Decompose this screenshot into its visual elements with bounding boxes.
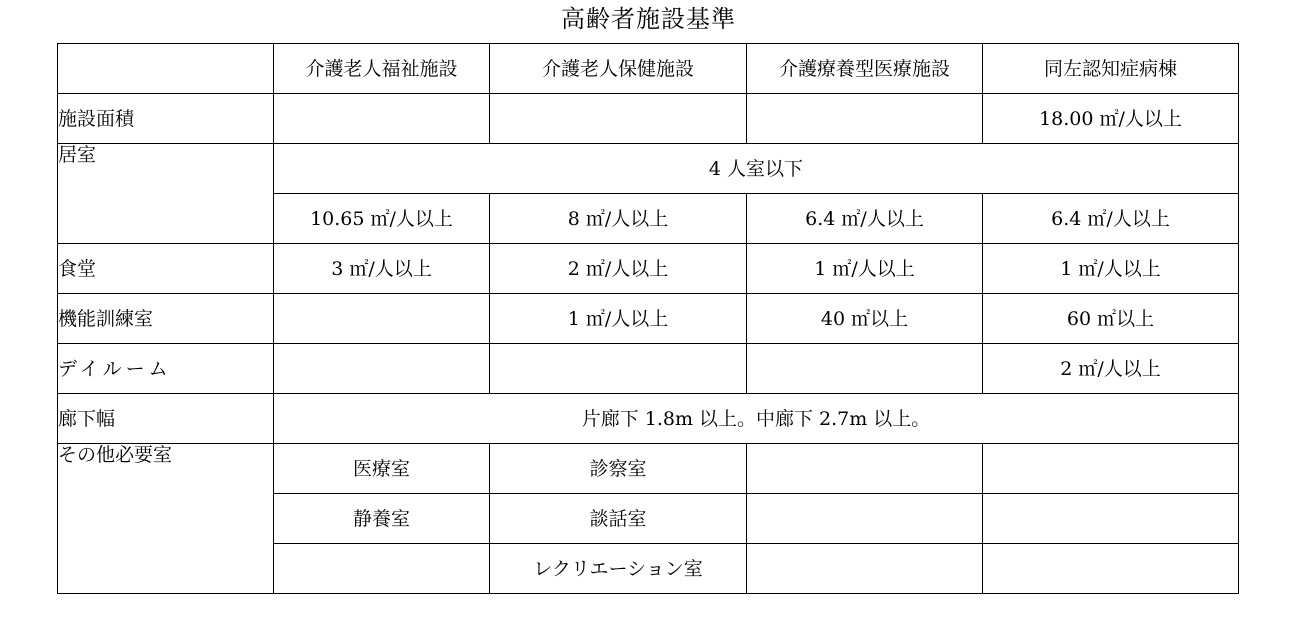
table-row xyxy=(58,94,1239,144)
table-cell xyxy=(747,344,983,394)
table-cell xyxy=(490,94,747,144)
table-cell: 40 ㎡以上 xyxy=(747,294,983,344)
table-cell: 6.4 ㎡/人以上 xyxy=(747,194,983,244)
table-cell: 60 ㎡以上 xyxy=(983,294,1239,344)
table-cell xyxy=(274,294,490,344)
column-header: 介護老人福祉施設 xyxy=(274,44,490,94)
table-cell: 2 ㎡/人以上 xyxy=(983,344,1239,394)
table-cell xyxy=(274,94,490,144)
row-label: 食堂 xyxy=(58,244,274,294)
table-cell xyxy=(983,494,1239,544)
table-cell xyxy=(274,344,490,394)
column-header: 介護老人保健施設 xyxy=(490,44,747,94)
table-cell: 6.4 ㎡/人以上 xyxy=(983,194,1239,244)
table-cell xyxy=(490,344,747,394)
table-cell-span: 4 人室以下 xyxy=(274,144,1239,194)
table-cell: 1 ㎡/人以上 xyxy=(747,244,983,294)
table-row xyxy=(58,294,1239,344)
table-cell xyxy=(747,494,983,544)
table-row xyxy=(58,444,1239,494)
table-row xyxy=(58,344,1239,394)
table-row xyxy=(58,144,1239,194)
table-cell: 医療室 xyxy=(274,444,490,494)
table-cell: 10.65 ㎡/人以上 xyxy=(274,194,490,244)
header-empty-cell xyxy=(58,44,274,94)
table-row xyxy=(58,244,1239,294)
table-cell: 1 ㎡/人以上 xyxy=(983,244,1239,294)
table-cell xyxy=(983,544,1239,594)
table-cell: レクリエーション室 xyxy=(490,544,747,594)
table-cell: 18.00 ㎡/人以上 xyxy=(983,94,1239,144)
row-label: 廊下幅 xyxy=(58,394,274,444)
table-header-row xyxy=(58,44,1239,94)
table-cell xyxy=(747,444,983,494)
table-cell: 談話室 xyxy=(490,494,747,544)
table-cell: 診察室 xyxy=(490,444,747,494)
row-label: デイルーム xyxy=(58,344,274,394)
table-cell: 静養室 xyxy=(274,494,490,544)
table-cell: 1 ㎡/人以上 xyxy=(490,294,747,344)
column-header: 介護療養型医療施設 xyxy=(747,44,983,94)
table-cell xyxy=(747,544,983,594)
table-cell xyxy=(983,444,1239,494)
row-label: 居室 xyxy=(58,144,274,244)
column-header: 同左認知症病棟 xyxy=(983,44,1239,94)
table-cell: 2 ㎡/人以上 xyxy=(490,244,747,294)
table-cell xyxy=(274,544,490,594)
facility-standards-table xyxy=(57,43,1239,594)
table-cell: 8 ㎡/人以上 xyxy=(490,194,747,244)
table-cell: 3 ㎡/人以上 xyxy=(274,244,490,294)
row-label: 施設面積 xyxy=(58,94,274,144)
table-cell xyxy=(747,94,983,144)
row-label: その他必要室 xyxy=(58,444,274,594)
page-title: 高齢者施設基準 xyxy=(561,5,736,33)
table-row xyxy=(58,394,1239,444)
row-label: 機能訓練室 xyxy=(58,294,274,344)
table-cell-span: 片廊下 1.8m 以上。中廊下 2.7m 以上。 xyxy=(274,394,1239,444)
